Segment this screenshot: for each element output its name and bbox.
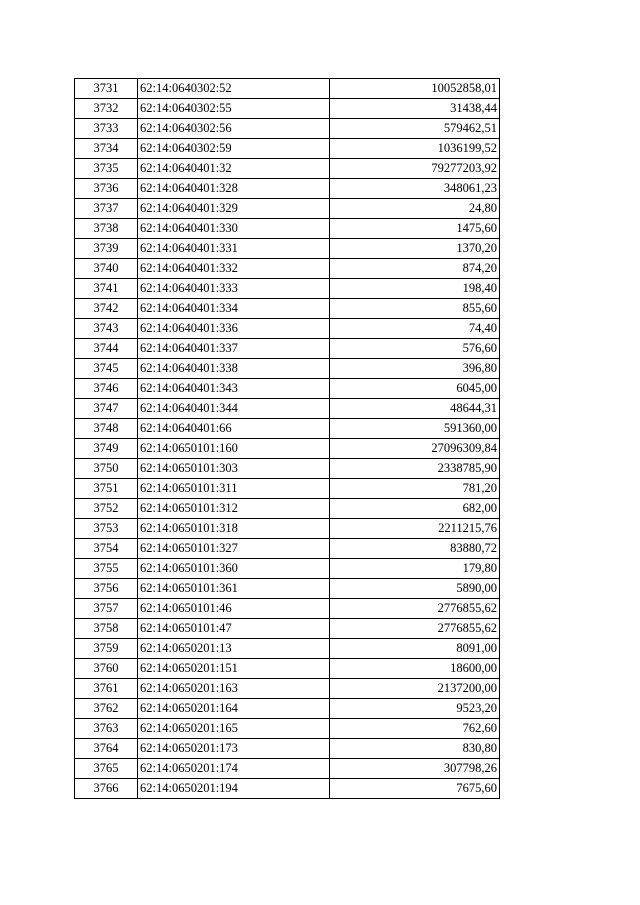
row-number-cell: 3747 — [75, 399, 138, 419]
cadastral-number-cell: 62:14:0650101:327 — [138, 539, 330, 559]
value-cell: 830,80 — [330, 739, 500, 759]
cadastral-number-cell: 62:14:0650101:318 — [138, 519, 330, 539]
table-row — [75, 579, 500, 599]
value-cell: 576,60 — [330, 339, 500, 359]
cadastral-number-cell: 62:14:0640302:52 — [138, 79, 330, 99]
row-number-cell: 3740 — [75, 259, 138, 279]
cadastral-number-cell: 62:14:0640401:330 — [138, 219, 330, 239]
cadastral-number-cell: 62:14:0640401:336 — [138, 319, 330, 339]
row-number-cell: 3765 — [75, 759, 138, 779]
cadastral-number-cell: 62:14:0650201:194 — [138, 779, 330, 799]
cadastral-number-cell: 62:14:0640401:331 — [138, 239, 330, 259]
value-cell: 2338785,90 — [330, 459, 500, 479]
row-number-cell: 3733 — [75, 119, 138, 139]
table-row — [75, 99, 500, 119]
cadastral-number-cell: 62:14:0640401:328 — [138, 179, 330, 199]
value-cell: 9523,20 — [330, 699, 500, 719]
table-row — [75, 279, 500, 299]
value-cell: 874,20 — [330, 259, 500, 279]
cadastral-number-cell: 62:14:0640401:32 — [138, 159, 330, 179]
row-number-cell: 3731 — [75, 79, 138, 99]
row-number-cell: 3760 — [75, 659, 138, 679]
table-row — [75, 539, 500, 559]
value-cell: 579462,51 — [330, 119, 500, 139]
table-row — [75, 119, 500, 139]
row-number-cell: 3748 — [75, 419, 138, 439]
cadastral-number-cell: 62:14:0650101:160 — [138, 439, 330, 459]
table-row — [75, 479, 500, 499]
row-number-cell: 3753 — [75, 519, 138, 539]
table-row — [75, 299, 500, 319]
row-number-cell: 3741 — [75, 279, 138, 299]
row-number-cell: 3738 — [75, 219, 138, 239]
value-cell: 31438,44 — [330, 99, 500, 119]
cadastral-number-cell: 62:14:0640401:337 — [138, 339, 330, 359]
value-cell: 1370,20 — [330, 239, 500, 259]
cadastral-number-cell: 62:14:0640401:334 — [138, 299, 330, 319]
row-number-cell: 3732 — [75, 99, 138, 119]
table-row — [75, 739, 500, 759]
table-row — [75, 559, 500, 579]
value-cell: 1036199,52 — [330, 139, 500, 159]
cadastral-number-cell: 62:14:0650201:165 — [138, 719, 330, 739]
value-cell: 5890,00 — [330, 579, 500, 599]
value-cell: 855,60 — [330, 299, 500, 319]
table-row — [75, 659, 500, 679]
value-cell: 198,40 — [330, 279, 500, 299]
table-row — [75, 379, 500, 399]
cadastral-number-cell: 62:14:0650101:312 — [138, 499, 330, 519]
table-body — [75, 79, 500, 799]
row-number-cell: 3750 — [75, 459, 138, 479]
table-row — [75, 79, 500, 99]
value-cell: 682,00 — [330, 499, 500, 519]
cadastral-number-cell: 62:14:0650101:47 — [138, 619, 330, 639]
value-cell: 24,80 — [330, 199, 500, 219]
cadastral-number-cell: 62:14:0640401:332 — [138, 259, 330, 279]
table-row — [75, 319, 500, 339]
cadastral-value-table — [74, 78, 500, 799]
row-number-cell: 3745 — [75, 359, 138, 379]
value-cell: 27096309,84 — [330, 439, 500, 459]
value-cell: 7675,60 — [330, 779, 500, 799]
row-number-cell: 3742 — [75, 299, 138, 319]
value-cell: 6045,00 — [330, 379, 500, 399]
value-cell: 1475,60 — [330, 219, 500, 239]
row-number-cell: 3764 — [75, 739, 138, 759]
row-number-cell: 3761 — [75, 679, 138, 699]
table-row — [75, 339, 500, 359]
value-cell: 781,20 — [330, 479, 500, 499]
row-number-cell: 3763 — [75, 719, 138, 739]
row-number-cell: 3739 — [75, 239, 138, 259]
value-cell: 10052858,01 — [330, 79, 500, 99]
cadastral-number-cell: 62:14:0650101:46 — [138, 599, 330, 619]
table-row — [75, 219, 500, 239]
value-cell: 48644,31 — [330, 399, 500, 419]
row-number-cell: 3735 — [75, 159, 138, 179]
row-number-cell: 3736 — [75, 179, 138, 199]
table-row — [75, 199, 500, 219]
row-number-cell: 3746 — [75, 379, 138, 399]
value-cell: 74,40 — [330, 319, 500, 339]
row-number-cell: 3734 — [75, 139, 138, 159]
value-cell: 2776855,62 — [330, 619, 500, 639]
cadastral-number-cell: 62:14:0650201:174 — [138, 759, 330, 779]
table-row — [75, 139, 500, 159]
cadastral-number-cell: 62:14:0650201:173 — [138, 739, 330, 759]
value-cell: 348061,23 — [330, 179, 500, 199]
table-row — [75, 359, 500, 379]
row-number-cell: 3749 — [75, 439, 138, 459]
row-number-cell: 3744 — [75, 339, 138, 359]
table-row — [75, 519, 500, 539]
cadastral-number-cell: 62:14:0640302:59 — [138, 139, 330, 159]
cadastral-number-cell: 62:14:0640401:338 — [138, 359, 330, 379]
cadastral-number-cell: 62:14:0640302:55 — [138, 99, 330, 119]
table-row — [75, 719, 500, 739]
value-cell: 2211215,76 — [330, 519, 500, 539]
table-row — [75, 259, 500, 279]
cadastral-number-cell: 62:14:0640401:333 — [138, 279, 330, 299]
row-number-cell: 3757 — [75, 599, 138, 619]
cadastral-number-cell: 62:14:0640401:329 — [138, 199, 330, 219]
table-row — [75, 779, 500, 799]
row-number-cell: 3758 — [75, 619, 138, 639]
cadastral-number-cell: 62:14:0650101:361 — [138, 579, 330, 599]
table-row — [75, 699, 500, 719]
value-cell: 591360,00 — [330, 419, 500, 439]
cadastral-number-cell: 62:14:0650101:311 — [138, 479, 330, 499]
table-row — [75, 619, 500, 639]
cadastral-number-cell: 62:14:0650101:303 — [138, 459, 330, 479]
table-row — [75, 499, 500, 519]
row-number-cell: 3737 — [75, 199, 138, 219]
cadastral-number-cell: 62:14:0650201:151 — [138, 659, 330, 679]
value-cell: 307798,26 — [330, 759, 500, 779]
cadastral-number-cell: 62:14:0640302:56 — [138, 119, 330, 139]
row-number-cell: 3766 — [75, 779, 138, 799]
table-row — [75, 239, 500, 259]
value-cell: 79277203,92 — [330, 159, 500, 179]
cadastral-number-cell: 62:14:0650101:360 — [138, 559, 330, 579]
cadastral-number-cell: 62:14:0650201:163 — [138, 679, 330, 699]
table-row — [75, 419, 500, 439]
row-number-cell: 3762 — [75, 699, 138, 719]
row-number-cell: 3754 — [75, 539, 138, 559]
row-number-cell: 3751 — [75, 479, 138, 499]
table-row — [75, 459, 500, 479]
value-cell: 762,60 — [330, 719, 500, 739]
table-row — [75, 179, 500, 199]
row-number-cell: 3755 — [75, 559, 138, 579]
cadastral-number-cell: 62:14:0640401:343 — [138, 379, 330, 399]
cadastral-number-cell: 62:14:0640401:344 — [138, 399, 330, 419]
table-row — [75, 439, 500, 459]
table-row — [75, 159, 500, 179]
row-number-cell: 3743 — [75, 319, 138, 339]
row-number-cell: 3752 — [75, 499, 138, 519]
table-row — [75, 639, 500, 659]
document-page — [74, 78, 500, 799]
row-number-cell: 3759 — [75, 639, 138, 659]
value-cell: 179,80 — [330, 559, 500, 579]
table-row — [75, 599, 500, 619]
row-number-cell: 3756 — [75, 579, 138, 599]
value-cell: 18600,00 — [330, 659, 500, 679]
table-row — [75, 679, 500, 699]
table-row — [75, 399, 500, 419]
cadastral-number-cell: 62:14:0640401:66 — [138, 419, 330, 439]
value-cell: 8091,00 — [330, 639, 500, 659]
cadastral-number-cell: 62:14:0650201:164 — [138, 699, 330, 719]
value-cell: 396,80 — [330, 359, 500, 379]
cadastral-number-cell: 62:14:0650201:13 — [138, 639, 330, 659]
table-row — [75, 759, 500, 779]
value-cell: 83880,72 — [330, 539, 500, 559]
value-cell: 2776855,62 — [330, 599, 500, 619]
value-cell: 2137200,00 — [330, 679, 500, 699]
